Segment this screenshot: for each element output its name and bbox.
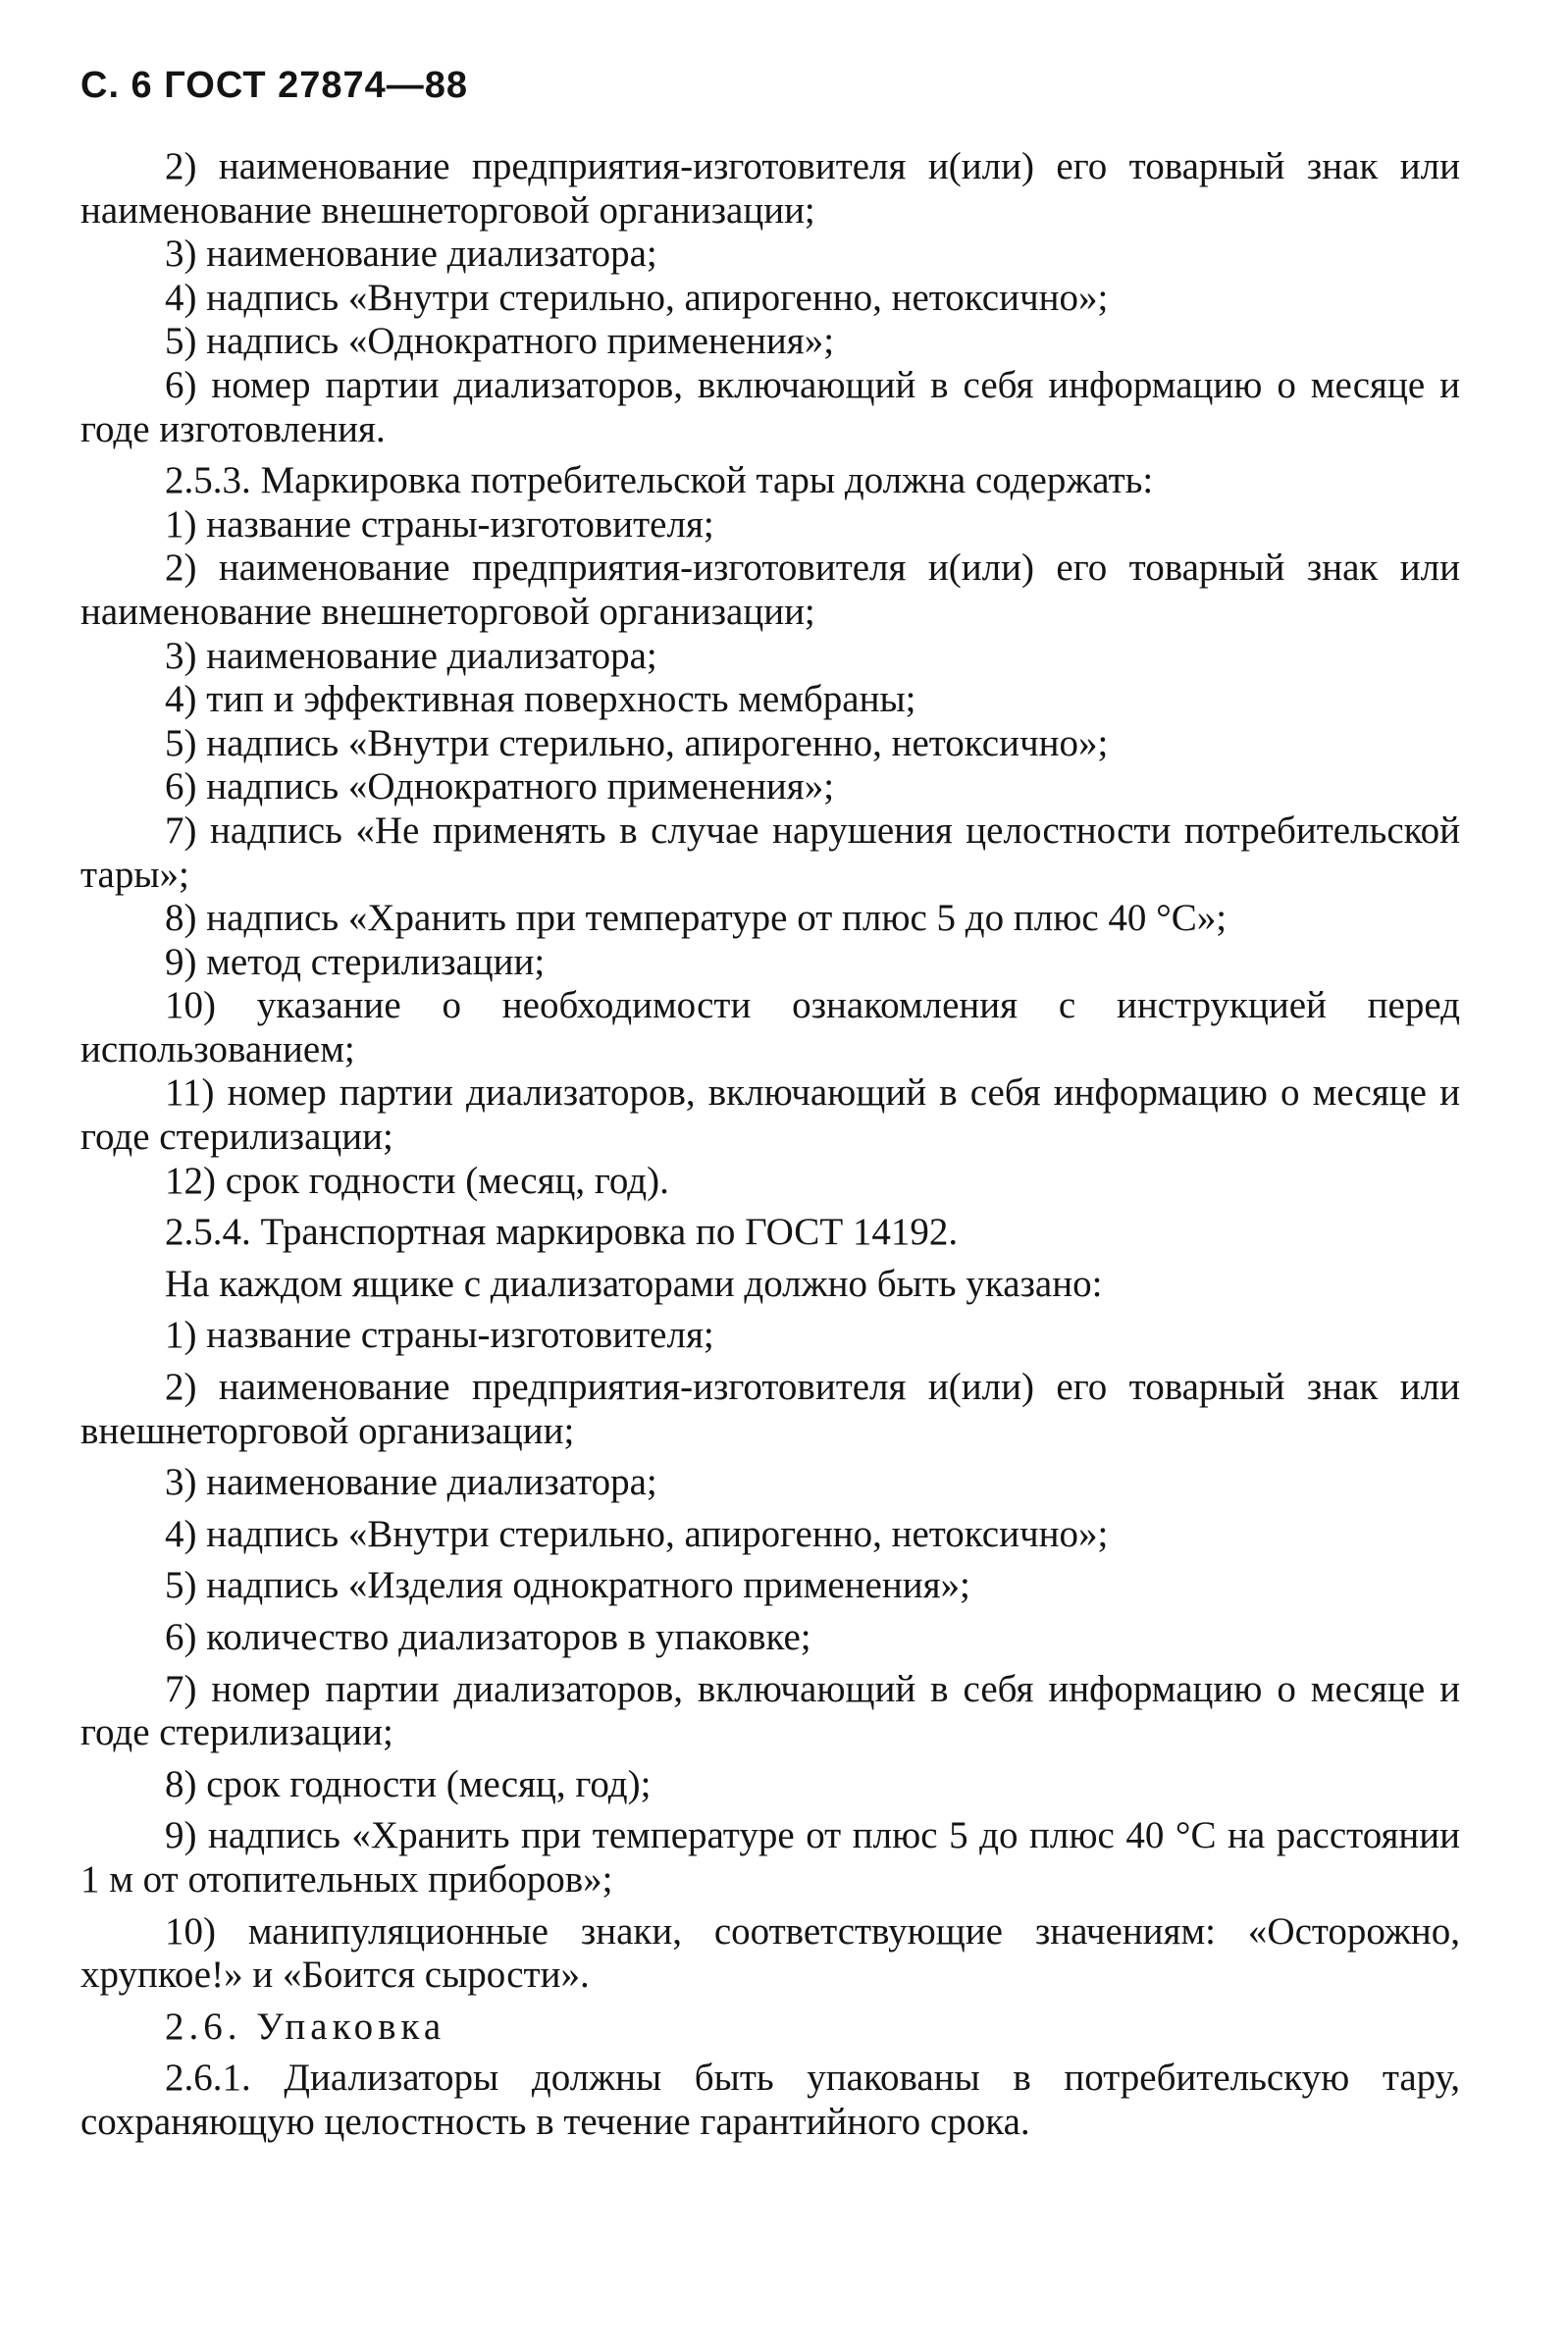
list-item: 11) номер партии диализаторов, включающий в себя информацию о месяце и годе стерилизации; — [80, 1071, 1460, 1159]
list-item: 10) указание о необходимости ознакомления с инструкцией перед использованием; — [80, 984, 1460, 1070]
list-item: 5) надпись «Однократного применения»; — [165, 320, 835, 363]
list-item: 10) манипуляционные знаки, соответствующие значениям: «Осторожно, хрупкое!» и «Боится сырости». — [80, 1909, 1460, 1997]
list-item: 6) количество диализаторов в упаковке; — [165, 1616, 811, 1658]
list-item: 4) тип и эффективная поверхность мембраны; — [165, 678, 916, 721]
box-intro: На каждом ящике с диализаторами должно быть указано: — [165, 1262, 1103, 1305]
list-package-marking — [80, 145, 1460, 451]
list-item: 2) наименование предприятия-изготовителя и(или) его товарный знак или внешнеторговой организации; — [80, 1366, 1460, 1452]
list-item: 5) надпись «Внутри стерильно, апирогенно, нетоксично»; — [165, 721, 1109, 764]
list-item: 8) срок годности (месяц, год); — [165, 1762, 652, 1805]
list-item: 7) надпись «Не применять в случае нарушения целостности потребительской тары»; — [80, 808, 1460, 896]
section-paragraph-2-6-1: 2.6.1. Диализаторы должны быть упакованы в потребительскую тару, сохраняющую целостность в течение гарантийного срока. — [80, 2057, 1460, 2143]
list-item: 9) надпись «Хранить при температуре от плюс 5 до плюс 40 °С на расстоянии 1 м от отопительных приборов»; — [80, 1814, 1460, 1901]
list-item: 4) надпись «Внутри стерильно, апирогенно, нетоксично»; — [165, 276, 1109, 319]
list-item: 5) надпись «Изделия однократного применения»; — [165, 1564, 970, 1607]
section-heading-2-5-3: 2.5.3. Маркировка потребительской тары должна содержать: — [165, 459, 1154, 502]
list-item: 7) номер партии диализаторов, включающий в себя информацию о месяце и годе стерилизации; — [80, 1667, 1460, 1754]
document-body — [80, 145, 1460, 2145]
list-item: 6) номер партии диализаторов, включающий в себя информацию о месяце и годе изготовления. — [80, 363, 1460, 450]
list-item: 3) наименование диализатора; — [165, 233, 657, 276]
list-item: 8) надпись «Хранить при температуре от плюс 5 до плюс 40 °С»; — [165, 897, 1228, 940]
list-item: 3) наименование диализатора; — [165, 1461, 657, 1504]
list-item: 2) наименование предприятия-изготовителя и(или) его товарный знак или наименование внешнеторговой организации; — [80, 547, 1460, 633]
page-header: С. 6 ГОСТ 27874—88 — [80, 65, 469, 106]
list-item: 4) надпись «Внутри стерильно, апирогенно, нетоксично»; — [165, 1512, 1109, 1555]
list-item: 1) название страны-изготовителя; — [165, 1314, 714, 1357]
list-item: 12) срок годности (месяц, год). — [165, 1159, 669, 1202]
list-item: 9) метод стерилизации; — [165, 940, 546, 983]
list-item: 1) название страны-изготовителя; — [165, 502, 714, 546]
section-heading-2-5-4: 2.5.4. Транспортная маркировка по ГОСТ 14192. — [165, 1211, 959, 1254]
list-item: 6) надпись «Однократного применения»; — [165, 765, 835, 808]
list-consumer-packaging — [80, 503, 1460, 1204]
list-item: 3) наименование диализатора; — [165, 634, 657, 677]
section-heading-2-6: 2.6. Упаковка — [165, 2005, 446, 2048]
list-box-marking — [80, 1314, 1460, 1997]
list-item: 2) наименование предприятия-изготовителя и(или) его товарный знак или наименование внешнеторговой организации; — [80, 145, 1460, 232]
